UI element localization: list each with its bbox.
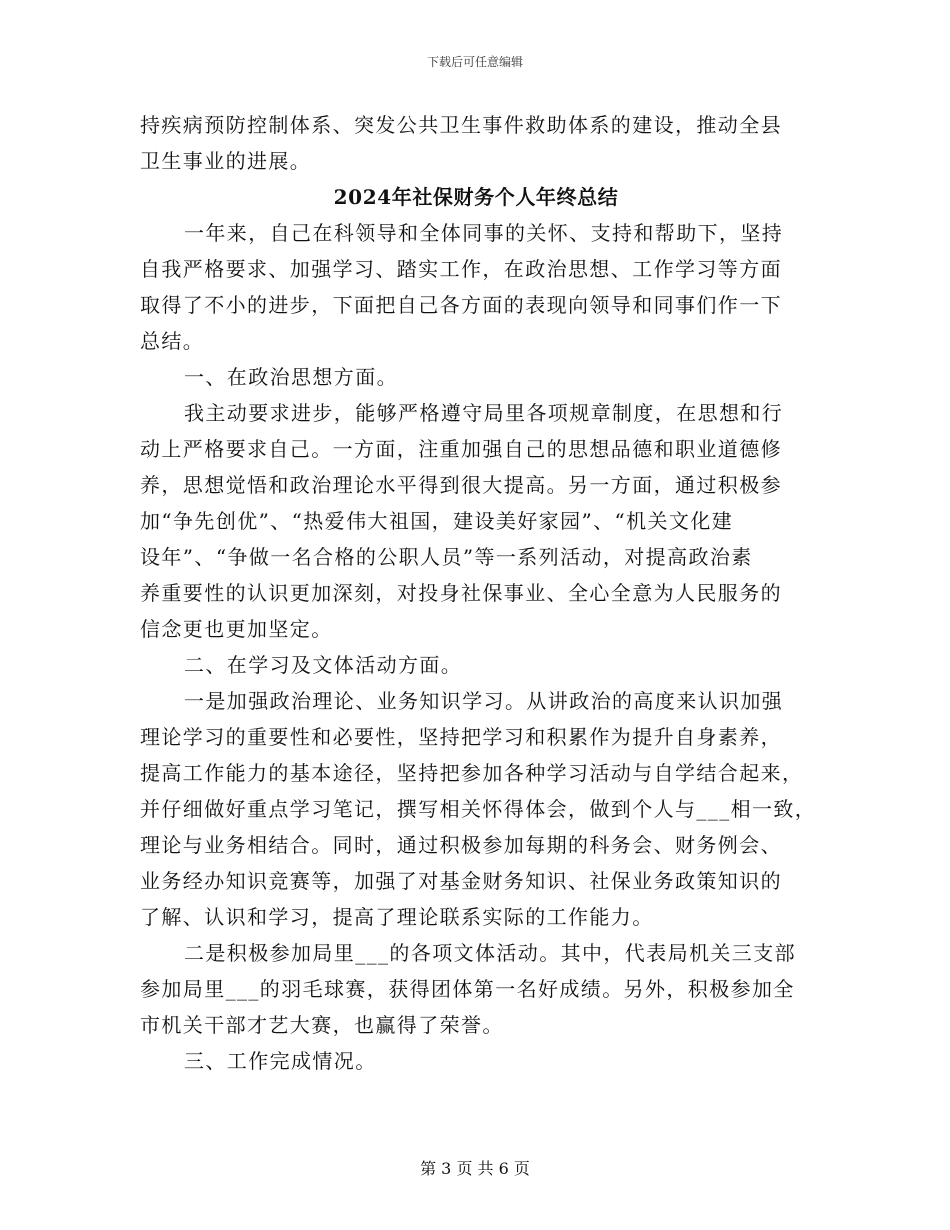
- text-line: 卫生事业的进展。: [140, 149, 312, 173]
- text-line: 了解、认识和学习，提高了理论联系实际的工作能力。: [140, 905, 654, 929]
- text-line: 养，思想觉悟和政治理论水平得到很大提高。另一方面，通过积极参: [140, 473, 782, 497]
- text-line: 二、在学习及文体活动方面。: [184, 653, 463, 677]
- text-line: 总结。: [140, 329, 205, 353]
- text-line: 我主动要求进步，能够严格遵守局里各项规章制度，在思想和行: [184, 401, 784, 425]
- text-line: 加“争先创优”、“热爱伟大祖国，建设美好家园”、“机关文化建: [140, 509, 734, 533]
- text-line: 取得了不小的进步，下面把自己各方面的表现向领导和同事们作一下: [140, 293, 782, 317]
- text-line: 持疾病预防控制体系、突发公共卫生事件救助体系的建设，推动全县: [140, 113, 782, 137]
- text-line: 并仔细做好重点学习笔记，撰写相关怀得体会，做到个人与___相一致，: [140, 797, 817, 821]
- text-line: 动上严格要求自己。一方面，注重加强自己的思想品德和职业道德修: [140, 437, 782, 461]
- page-number: 第 3 页 共 6 页: [420, 1159, 530, 1178]
- document-body: [140, 107, 817, 1079]
- text-line: 设年”、“争做一名合格的公职人员”等一系列活动，对提高政治素: [140, 545, 753, 569]
- text-line: 参加局里___的羽毛球赛，获得团体第一名好成绩。另外，积极参加全: [140, 977, 795, 1001]
- text-line: 二是积极参加局里___的各项文体活动。其中，代表局机关三支部: [184, 941, 796, 965]
- text-line: 理论学习的重要性和必要性，坚持把学习和积累作为提升自身素养，: [140, 725, 782, 749]
- text-line: 信念更也更加坚定。: [140, 617, 333, 641]
- text-line: 提高工作能力的基本途径，坚持把参加各种学习活动与自学结合起来，: [140, 761, 804, 785]
- text-line: 业务经办知识竞赛等，加强了对基金财务知识、社保业务政策知识的: [140, 869, 782, 893]
- text-line: 市机关干部才艺大赛，也赢得了荣誉。: [140, 1013, 504, 1037]
- text-line: 一年来，自己在科领导和全体同事的关怀、支持和帮助下，坚持: [184, 221, 784, 245]
- text-line: 一是加强政治理论、业务知识学习。从讲政治的高度来认识加强: [184, 689, 784, 713]
- text-line: 三、工作完成情况。: [184, 1049, 377, 1073]
- page-header: 下载后可任意编辑: [426, 55, 523, 69]
- text-line: 一、在政治思想方面。: [184, 365, 398, 389]
- text-line: 理论与业务相结合。同时，通过积极参加每期的科务会、财务例会、: [140, 833, 782, 857]
- text-line: 自我严格要求、加强学习、踏实工作，在政治思想、工作学习等方面: [140, 257, 782, 281]
- text-line: 养重要性的认识更加深刻，对投身社保事业、全心全意为人民服务的: [140, 581, 782, 605]
- document-title: 2024年社保财务个人年终总结: [333, 185, 619, 209]
